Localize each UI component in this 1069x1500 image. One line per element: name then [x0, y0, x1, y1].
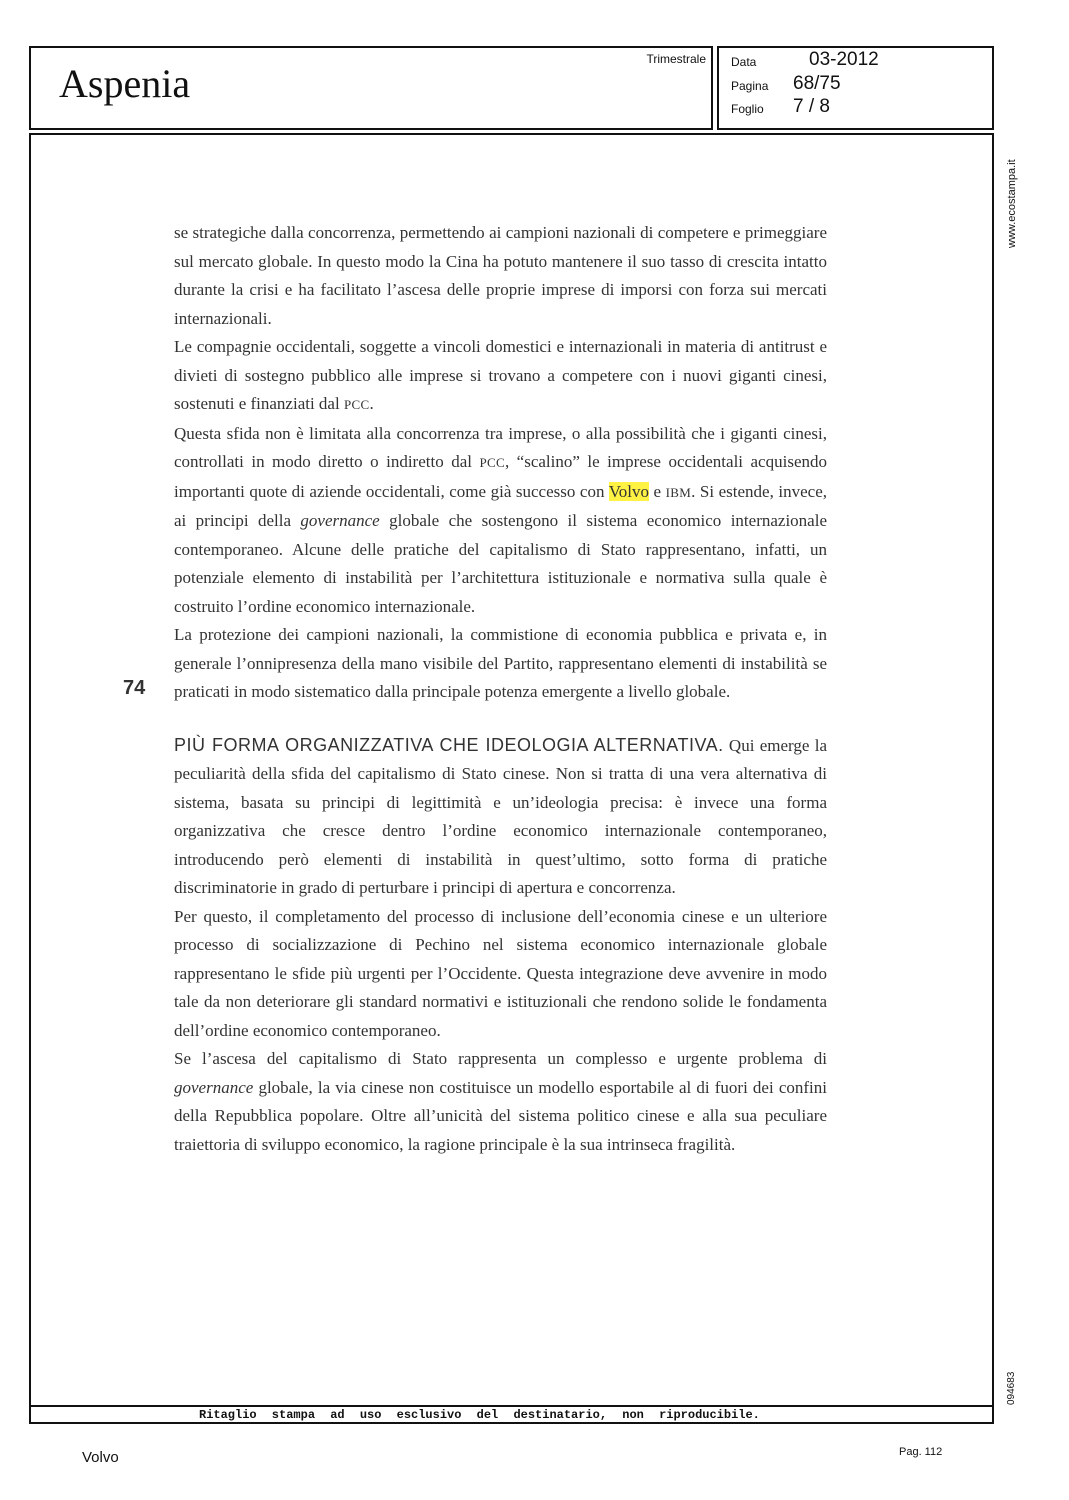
page-counter: Pag. 112: [899, 1446, 943, 1458]
copyright-notice: Ritaglio stampa ad uso esclusivo del destinatario, non riproducibile.: [29, 1405, 994, 1424]
paragraph-6: Per questo, il completamento del processo di inclusione dell’economia cinese e un ulteriore processo di socializzazione di Pechino nel sistema economico internazionale globale rappresentano le sfide più urgenti per l’Occidente. Questa integrazione deve avvenire in modo tale da non deteriorare gli standard normativi e istituzionali che rendono solide le fondamenta dell’ordine economico contemporaneo.: [174, 906, 827, 1040]
page-value: 68/75: [793, 73, 841, 94]
sheet-label: Foglio: [731, 102, 764, 116]
date-label: Data: [731, 55, 757, 69]
publication-name: Aspenia: [59, 61, 191, 106]
sheet-value: 7 / 8: [793, 96, 830, 117]
header-meta-box: [717, 46, 994, 130]
frequency-label: Trimestrale: [646, 52, 706, 66]
side-code: 094683: [1006, 1371, 1017, 1405]
keyword-label: Volvo: [82, 1449, 119, 1466]
paragraph-1: se strategiche dalla concorrenza, permettendo ai campioni nazionali di competere e primeggiare sul mercato globale. In questo modo la Cina ha potuto mantenere il suo tasso di crescita intatto durante la crisi e ha facilitato l’ascesa delle proprie imprese di imporsi con forza sui mercati internazionali.: [174, 223, 827, 328]
date-value: 03-2012: [809, 49, 879, 70]
paragraph-5: PIÙ FORMA ORGANIZZATIVA CHE IDEOLOGIA ALTERNATIVA. Qui emerge la peculiarità della sfida del capitalismo di Stato cinese. Non si tratta di una vera alternativa di sistema, basata su principi di legittimità e un’ideologia precisa: è invece una forma organizzativa che cresce dentro l’ordine economico internazionale contemporaneo, introducendo però elementi di instabilità in quest’ultimo, sotto forma di pratiche discriminatorie in grado di perturbare i principi di apertura e concorrenza.: [174, 734, 827, 897]
highlight-volvo: Volvo: [608, 481, 650, 501]
paragraph-4: La protezione dei campioni nazionali, la commistione di economia pubblica e privata e, in generale l’onnipresenza della mano visibile del Partito, rappresentano elementi di instabilità se praticati in modo sistematico dalla principale potenza emergente a livello globale.: [174, 625, 827, 701]
paragraph-3: Questa sfida non è limitata alla concorrenza tra imprese, o alla possibilità che i giganti cinesi, controllati in modo diretto o indiretto dal PCC, “scalino” le imprese occidentali acquisendo importanti quote di aziende occidentali, come già successo con Volvo e IBM. Si estende, invece, ai principi della governance globale che sostengono il sistema economico internazionale contemporaneo. Alcune delle pratiche del capitalismo di Stato rappresentano, infatti, un potenziale elemento di instabilità per l’architettura istituzionale e normativa sulla quale è costruito l’ordine economico internazionale.: [174, 423, 827, 616]
side-url: www.ecostampa.it: [1006, 159, 1018, 248]
paragraph-2: Le compagnie occidentali, soggette a vincoli domestici e internazionali in materia di antitrust e divieti di sostegno pubblico alle imprese si trovano a competere con i nuovi giganti cinesi, sostenuti e finanziati dal PCC.: [174, 337, 827, 413]
page-label: Pagina: [731, 79, 769, 93]
header-publication-box: [29, 46, 713, 130]
section-heading: PIÙ FORMA ORGANIZZATIVA CHE IDEOLOGIA ALTERNATIVA.: [174, 734, 724, 755]
article-page-number: 74: [123, 677, 146, 699]
article-body: [174, 219, 827, 1159]
paragraph-7: Se l’ascesa del capitalismo di Stato rappresenta un complesso e urgente problema di governance globale, la via cinese non costituisce un modello esportabile al di fuori dei confini della Repubblica popolare. Oltre all’unicità del sistema politico cinese e alla sua peculiare traiettoria di sviluppo economico, la ragione principale è la sua intrinseca fragilità.: [174, 1049, 827, 1154]
